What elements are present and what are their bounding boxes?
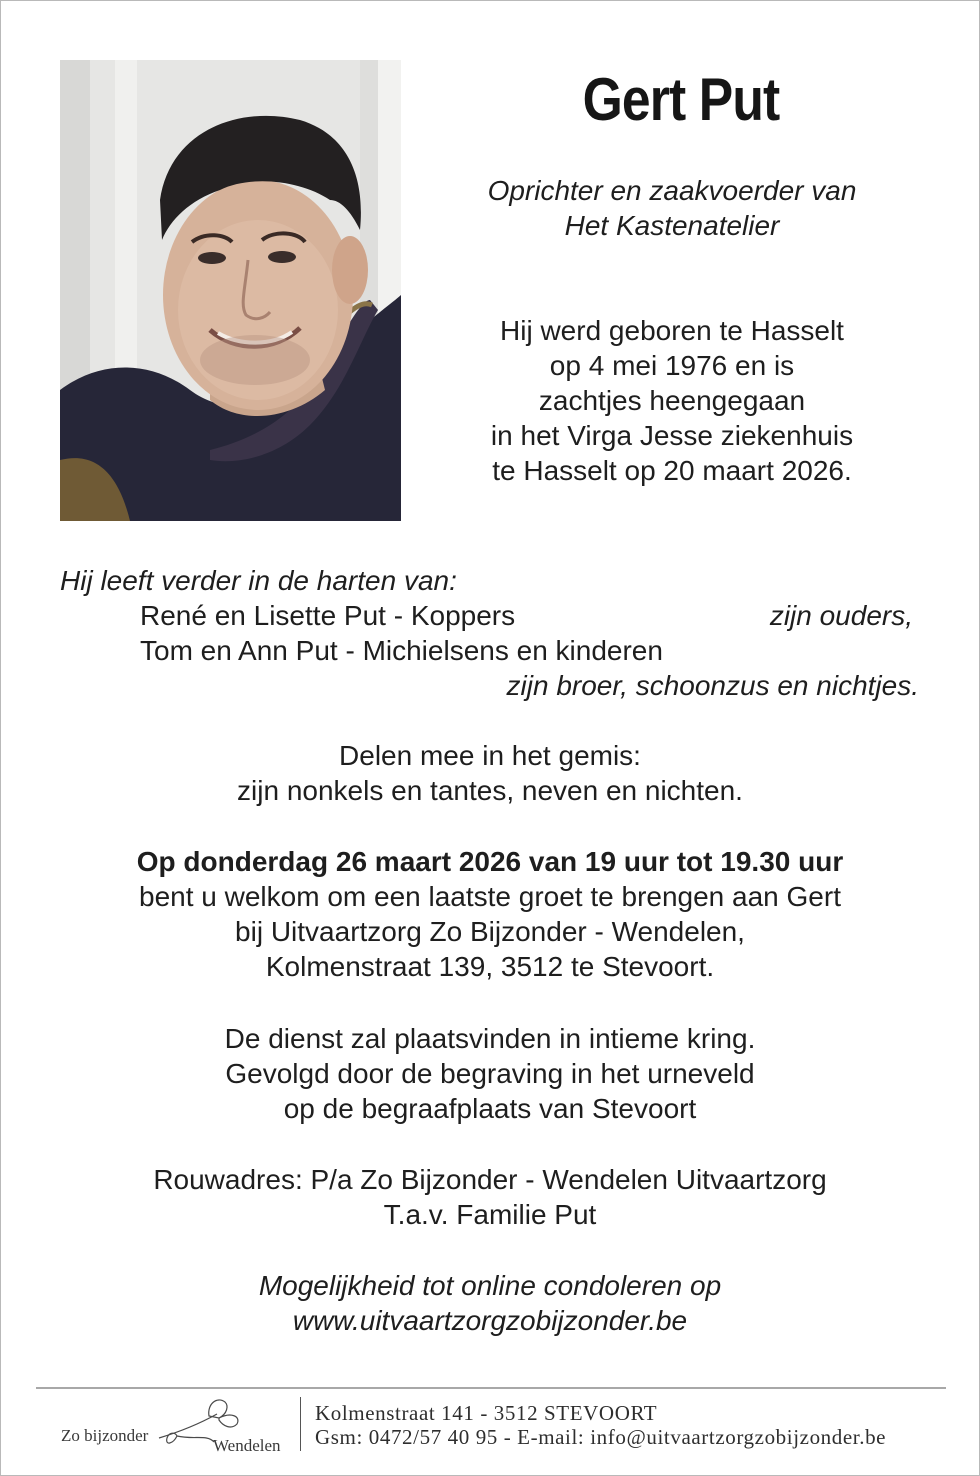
- funeral-home-logo: [59, 1394, 297, 1456]
- mourning-block: [1, 738, 979, 808]
- function-line: Het Kastenatelier: [564, 210, 780, 241]
- birth-line: op 4 mei 1976 en is: [549, 350, 795, 381]
- deceased-name: Gert Put: [582, 66, 780, 133]
- birth-line: te Hasselt op 20 maart 2026.: [492, 455, 852, 486]
- service-block: [1, 1021, 979, 1126]
- visitation-block: [1, 844, 979, 984]
- mourning-address: [1, 1162, 979, 1232]
- visitation-headline: Op donderdag 26 maart 2026 van 19 uur tot 19.30 uur: [136, 846, 844, 877]
- birth-death-info: [401, 313, 943, 488]
- footer-separator: [300, 1397, 301, 1451]
- deceased-function: [401, 173, 943, 243]
- visitation-line: bij Uitvaartzorg Zo Bijzonder - Wendelen,: [235, 916, 745, 947]
- footer-divider: [36, 1387, 946, 1389]
- logo-text: Zo bijzonder: [61, 1426, 149, 1445]
- brother-relation: zijn broer, schoonzus en nichtjes.: [506, 670, 919, 701]
- parents-relation: zijn ouders,: [769, 600, 913, 631]
- parents-name: René en Lisette Put - Koppers: [140, 600, 516, 631]
- service-line: op de begraafplaats van Stevoort: [283, 1093, 697, 1124]
- visitation-line: bent u welkom om een laatste groet te brengen aan Gert: [139, 881, 841, 912]
- footer-contact: [315, 1401, 886, 1449]
- service-line: De dienst zal plaatsvinden in intieme kring.: [224, 1023, 756, 1054]
- footer-address: Kolmenstraat 141 - 3512 STEVOORT: [315, 1401, 658, 1425]
- condolence-link[interactable]: www.uitvaartzorgzobijzonder.be: [292, 1305, 688, 1336]
- logo-text: Wendelen: [213, 1436, 281, 1455]
- birth-line: in het Virga Jesse ziekenhuis: [490, 420, 854, 451]
- visitation-line: Kolmenstraat 139, 3512 te Stevoort.: [265, 951, 715, 982]
- footer-contact-line[interactable]: Gsm: 0472/57 40 95 - E-mail: info@uitvaartzorgzobijzonder.be: [315, 1425, 887, 1449]
- address-line: Rouwadres: P/a Zo Bijzonder - Wendelen Uitvaartzorg: [153, 1164, 827, 1195]
- function-line: Oprichter en zaakvoerder van: [487, 175, 857, 206]
- portrait-photo: [60, 60, 401, 521]
- condolence-block: [1, 1268, 979, 1338]
- service-line: Gevolgd door de begraving in het urneveld: [225, 1058, 755, 1089]
- birth-line: Hij werd geboren te Hasselt: [500, 315, 844, 346]
- mourning-line: Delen mee in het gemis:: [339, 740, 641, 771]
- condolence-line: Mogelijkheid tot online condoleren op: [258, 1270, 722, 1301]
- family-intro: Hij leeft verder in de harten van:: [60, 565, 457, 596]
- brother-name: Tom en Ann Put - Michielsens en kinderen: [140, 635, 663, 666]
- address-line: T.a.v. Familie Put: [383, 1199, 597, 1230]
- birth-line: zachtjes heengegaan: [538, 385, 806, 416]
- mourning-line: zijn nonkels en tantes, neven en nichten.: [237, 775, 743, 806]
